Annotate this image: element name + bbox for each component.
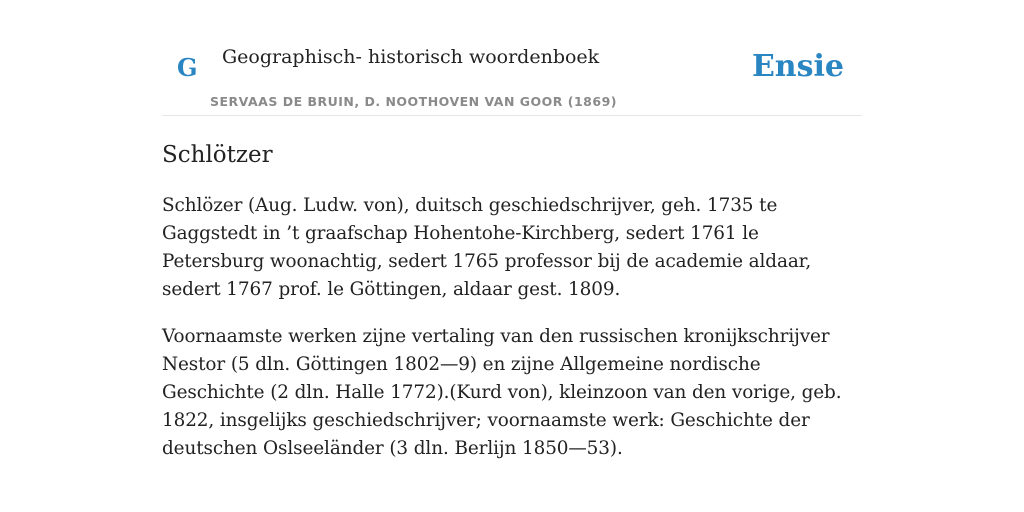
- dictionary-logo-icon[interactable]: G: [177, 53, 198, 82]
- ensie-logo[interactable]: Ensie: [751, 49, 844, 84]
- entry-title: Schlötzer: [162, 142, 273, 168]
- entry-paragraph: Voornaamste werken zijne vertaling van den russischen kronijkschrijver Nestor (5 dln. Göttingen 1802—9) en zijne Allgemeine nordische Geschichte (2 dln. Halle 1772).(Kurd von), kleinzoon van den vorige, geb. 1822, insgelijks geschiedschrijver; voornaamste werk: Geschichte der deutschen Oslseeländer (3 dln. Berlijn 1850—53).: [162, 326, 842, 459]
- entry-paragraph: Schlözer (Aug. Ludw. von), duitsch geschiedschrijver, geh. 1735 te Gaggstedt in ’t graafschap Hohentohe-Kirchberg, sedert 1761 le Petersburg woonachtig, sedert 1765 professor bij de academie aldaar, sedert 1767 prof. le Göttingen, aldaar gest. 1809.: [162, 195, 812, 300]
- entry-article: [162, 140, 862, 482]
- page-header: [162, 0, 862, 116]
- dictionary-title[interactable]: Geographisch- historisch woordenboek: [222, 46, 600, 68]
- dictionary-authors: SERVAAS DE BRUIN, D. NOOTHOVEN VAN GOOR (1869): [210, 94, 617, 109]
